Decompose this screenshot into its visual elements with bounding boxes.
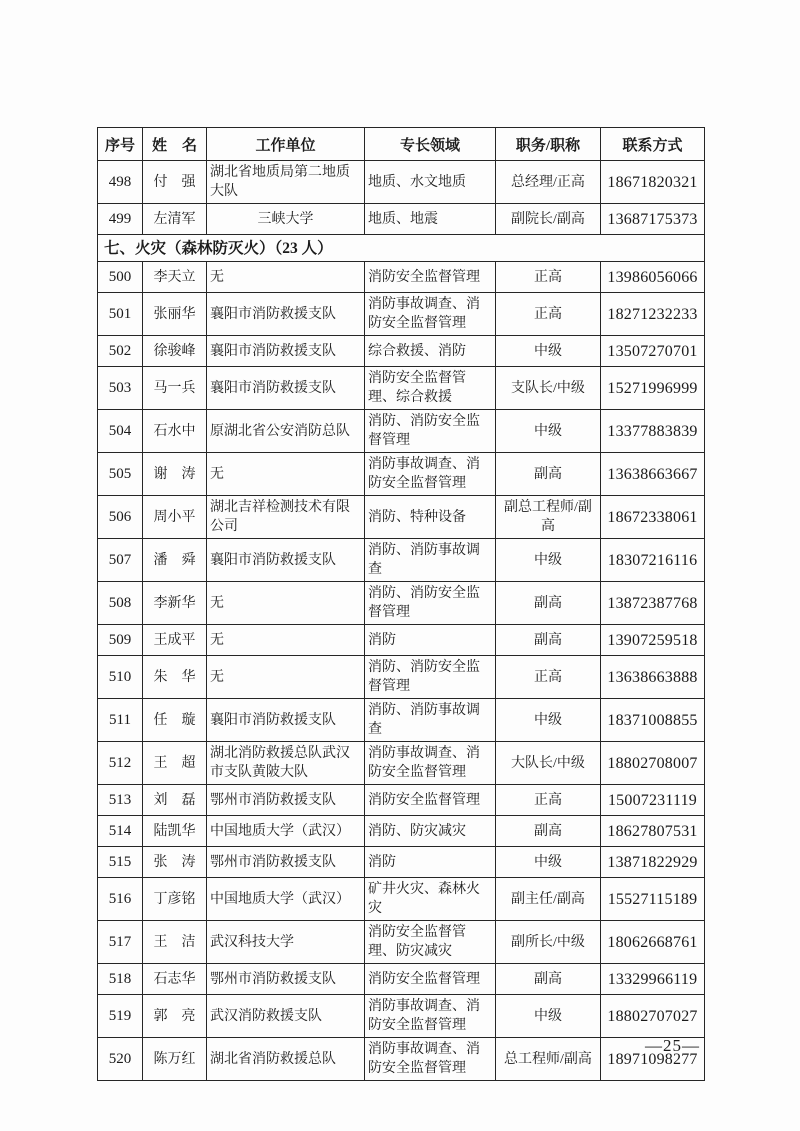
expert-row: [98, 699, 705, 742]
serial-number: 500: [98, 262, 143, 293]
work-unit: 襄阳市消防救援支队: [207, 293, 365, 336]
position-title: 正高: [496, 785, 601, 816]
position-title: 中级: [496, 847, 601, 878]
phone-number: 18627807531: [601, 816, 705, 847]
work-unit: 襄阳市消防救援支队: [207, 699, 365, 742]
position-title: 大队长/中级: [496, 742, 601, 785]
serial-number: 516: [98, 878, 143, 921]
phone-number: 15271996999: [601, 367, 705, 410]
expert-name: 王成平: [143, 625, 207, 656]
serial-number: 509: [98, 625, 143, 656]
phone-number: 13872387768: [601, 582, 705, 625]
work-unit: 原湖北省公安消防总队: [207, 410, 365, 453]
column-header-unit: 工作单位: [207, 128, 365, 161]
expert-row: [98, 964, 705, 995]
phone-number: 18371008855: [601, 699, 705, 742]
expert-row: [98, 293, 705, 336]
position-title: 副总工程师/副高: [496, 496, 601, 539]
work-unit: 无: [207, 262, 365, 293]
experts-table: [97, 127, 705, 1081]
phone-number: 13377883839: [601, 410, 705, 453]
phone-number: 18271232233: [601, 293, 705, 336]
serial-number: 504: [98, 410, 143, 453]
phone-number: 13638663667: [601, 453, 705, 496]
expert-row: [98, 785, 705, 816]
expert-row: [98, 1038, 705, 1081]
position-title: 副主任/副高: [496, 878, 601, 921]
work-unit: 无: [207, 453, 365, 496]
position-title: 副院长/副高: [496, 204, 601, 235]
position-title: 正高: [496, 656, 601, 699]
position-title: 正高: [496, 293, 601, 336]
specialty-field: 消防: [365, 625, 496, 656]
specialty-field: 消防事故调查、消防安全监督管理: [365, 742, 496, 785]
phone-number: 18307216116: [601, 539, 705, 582]
specialty-field: 消防、特种设备: [365, 496, 496, 539]
expert-name: 王 洁: [143, 921, 207, 964]
expert-row: [98, 539, 705, 582]
expert-name: 周小平: [143, 496, 207, 539]
phone-number: 13871822929: [601, 847, 705, 878]
work-unit: 湖北消防救援总队武汉市支队黄陂大队: [207, 742, 365, 785]
work-unit: 襄阳市消防救援支队: [207, 367, 365, 410]
work-unit: 湖北省消防救援总队: [207, 1038, 365, 1081]
expert-name: 张丽华: [143, 293, 207, 336]
expert-name: 潘 舜: [143, 539, 207, 582]
expert-name: 李天立: [143, 262, 207, 293]
work-unit: 湖北省地质局第二地质大队: [207, 161, 365, 204]
phone-number: 13986056066: [601, 262, 705, 293]
serial-number: 505: [98, 453, 143, 496]
position-title: 副高: [496, 582, 601, 625]
work-unit: 鄂州市消防救援支队: [207, 785, 365, 816]
expert-name: 石水中: [143, 410, 207, 453]
phone-number: 13507270701: [601, 336, 705, 367]
expert-name: 付 强: [143, 161, 207, 204]
position-title: 副高: [496, 453, 601, 496]
expert-row: [98, 742, 705, 785]
work-unit: 襄阳市消防救援支队: [207, 336, 365, 367]
position-title: 正高: [496, 262, 601, 293]
specialty-field: 消防安全监督管理、综合救援: [365, 367, 496, 410]
serial-number: 501: [98, 293, 143, 336]
work-unit: 无: [207, 582, 365, 625]
specialty-field: 地质、水文地质: [365, 161, 496, 204]
expert-name: 石志华: [143, 964, 207, 995]
page-number: —25—: [645, 1036, 700, 1055]
specialty-field: 消防事故调查、消防安全监督管理: [365, 453, 496, 496]
expert-row: [98, 453, 705, 496]
specialty-field: 消防事故调查、消防安全监督管理: [365, 1038, 496, 1081]
serial-number: 506: [98, 496, 143, 539]
expert-row: [98, 161, 705, 204]
work-unit: 湖北吉祥检测技术有限公司: [207, 496, 365, 539]
serial-number: 508: [98, 582, 143, 625]
expert-row: [98, 262, 705, 293]
specialty-field: 消防安全监督管理: [365, 964, 496, 995]
position-title: 副所长/中级: [496, 921, 601, 964]
column-header-field: 专长领域: [365, 128, 496, 161]
column-header-name: 姓 名: [143, 128, 207, 161]
work-unit: 无: [207, 656, 365, 699]
expert-name: 陆凯华: [143, 816, 207, 847]
specialty-field: 消防、防灾减灾: [365, 816, 496, 847]
specialty-field: 消防、消防安全监督管理: [365, 582, 496, 625]
serial-number: 513: [98, 785, 143, 816]
section-row: [98, 235, 705, 262]
serial-number: 519: [98, 995, 143, 1038]
column-header-phone: 联系方式: [601, 128, 705, 161]
expert-name: 刘 磊: [143, 785, 207, 816]
position-title: 副高: [496, 816, 601, 847]
position-title: 支队长/中级: [496, 367, 601, 410]
expert-row: [98, 410, 705, 453]
expert-name: 徐骏峰: [143, 336, 207, 367]
position-title: 中级: [496, 699, 601, 742]
phone-number: 15527115189: [601, 878, 705, 921]
specialty-field: 消防、消防事故调查: [365, 699, 496, 742]
position-title: 中级: [496, 410, 601, 453]
serial-number: 499: [98, 204, 143, 235]
specialty-field: 消防事故调查、消防安全监督管理: [365, 995, 496, 1038]
phone-number: 13687175373: [601, 204, 705, 235]
expert-row: [98, 995, 705, 1038]
serial-number: 510: [98, 656, 143, 699]
phone-number: 18671820321: [601, 161, 705, 204]
specialty-field: 消防: [365, 847, 496, 878]
phone-number: 18672338061: [601, 496, 705, 539]
table-body: [98, 161, 705, 1081]
serial-number: 503: [98, 367, 143, 410]
specialty-field: 消防安全监督管理、防灾减灾: [365, 921, 496, 964]
specialty-field: 地质、地震: [365, 204, 496, 235]
expert-row: [98, 625, 705, 656]
work-unit: 三峡大学: [207, 204, 365, 235]
phone-number: 18062668761: [601, 921, 705, 964]
expert-name: 左清军: [143, 204, 207, 235]
expert-row: [98, 336, 705, 367]
expert-name: 任 璇: [143, 699, 207, 742]
serial-number: 502: [98, 336, 143, 367]
serial-number: 507: [98, 539, 143, 582]
table-header-row: [98, 128, 705, 161]
work-unit: 中国地质大学（武汉）: [207, 816, 365, 847]
position-title: 中级: [496, 336, 601, 367]
serial-number: 512: [98, 742, 143, 785]
specialty-field: 消防、消防安全监督管理: [365, 656, 496, 699]
expert-row: [98, 582, 705, 625]
phone-number: 18802708007: [601, 742, 705, 785]
serial-number: 498: [98, 161, 143, 204]
phone-number: 15007231119: [601, 785, 705, 816]
work-unit: 鄂州市消防救援支队: [207, 964, 365, 995]
position-title: 中级: [496, 995, 601, 1038]
expert-name: 王 超: [143, 742, 207, 785]
expert-name: 郭 亮: [143, 995, 207, 1038]
expert-row: [98, 496, 705, 539]
specialty-field: 消防安全监督管理: [365, 262, 496, 293]
phone-number: 13907259518: [601, 625, 705, 656]
expert-name: 马一兵: [143, 367, 207, 410]
phone-number: 13329966119: [601, 964, 705, 995]
position-title: 副高: [496, 964, 601, 995]
expert-row: [98, 816, 705, 847]
expert-name: 谢 涛: [143, 453, 207, 496]
expert-name: 丁彦铭: [143, 878, 207, 921]
position-title: 总工程师/副高: [496, 1038, 601, 1081]
expert-row: [98, 847, 705, 878]
work-unit: 襄阳市消防救援支队: [207, 539, 365, 582]
column-header-no: 序号: [98, 128, 143, 161]
serial-number: 515: [98, 847, 143, 878]
work-unit: 中国地质大学（武汉）: [207, 878, 365, 921]
expert-row: [98, 878, 705, 921]
expert-name: 李新华: [143, 582, 207, 625]
position-title: 副高: [496, 625, 601, 656]
specialty-field: 综合救援、消防: [365, 336, 496, 367]
phone-number: 13638663888: [601, 656, 705, 699]
serial-number: 520: [98, 1038, 143, 1081]
specialty-field: 矿井火灾、森林火灾: [365, 878, 496, 921]
expert-row: [98, 656, 705, 699]
work-unit: 无: [207, 625, 365, 656]
serial-number: 514: [98, 816, 143, 847]
section-title: 七、火灾（森林防灭火）（23 人）: [98, 235, 705, 262]
specialty-field: 消防、消防安全监督管理: [365, 410, 496, 453]
phone-number: 18802707027: [601, 995, 705, 1038]
phone-number: 18971098277: [601, 1038, 705, 1081]
column-header-title: 职务/职称: [496, 128, 601, 161]
expert-row: [98, 367, 705, 410]
work-unit: 鄂州市消防救援支队: [207, 847, 365, 878]
expert-name: 张 涛: [143, 847, 207, 878]
serial-number: 517: [98, 921, 143, 964]
position-title: 总经理/正高: [496, 161, 601, 204]
specialty-field: 消防安全监督管理: [365, 785, 496, 816]
position-title: 中级: [496, 539, 601, 582]
work-unit: 武汉科技大学: [207, 921, 365, 964]
expert-row: [98, 921, 705, 964]
specialty-field: 消防、消防事故调查: [365, 539, 496, 582]
work-unit: 武汉消防救援支队: [207, 995, 365, 1038]
serial-number: 511: [98, 699, 143, 742]
specialty-field: 消防事故调查、消防安全监督管理: [365, 293, 496, 336]
serial-number: 518: [98, 964, 143, 995]
expert-name: 陈万红: [143, 1038, 207, 1081]
expert-row: [98, 204, 705, 235]
expert-name: 朱 华: [143, 656, 207, 699]
